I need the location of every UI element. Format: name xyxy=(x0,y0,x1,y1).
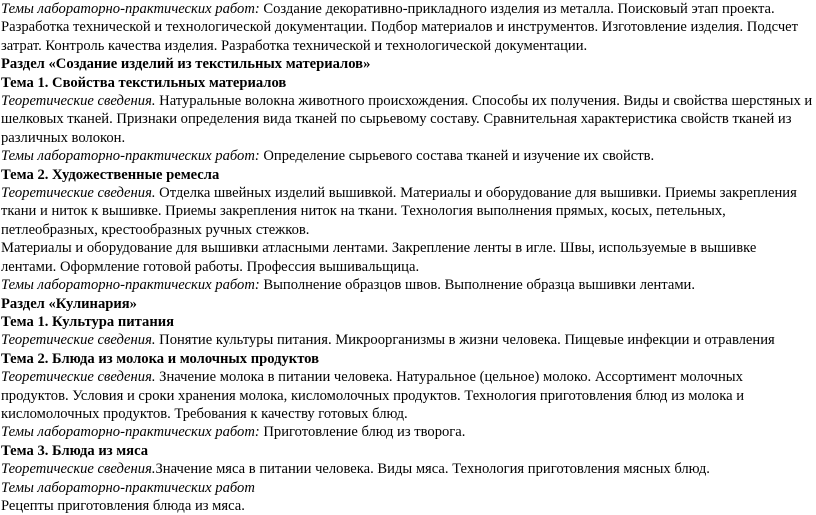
paragraph-text: Определение сырьевого состава тканей и изучение их свойств. xyxy=(259,148,655,165)
paragraph-text: Значение мяса в питании человека. Виды мяса. Технология приготовления мясных блюд. xyxy=(155,461,710,478)
paragraph-food-culture-theory xyxy=(1,331,813,349)
paragraph-label: Теоретические сведения. xyxy=(1,185,156,202)
paragraph-text: Отделка швейных изделий вышивкой. Материалы и оборудование для вышивки. Приемы закрепления ткани и ниток к вышивке. Приемы закрепления ниток на ткани. Технология выполнения прямых, косых, петельных, петлеобразных, крестообразных ручных стежков. xyxy=(1,185,797,238)
topic-heading-textile-properties: Тема 1. Свойства текстильных материалов xyxy=(1,74,287,91)
topic-heading-meat: Тема 3. Блюда из мяса xyxy=(1,442,149,459)
paragraph-text: Создание декоративно-прикладного изделия из металла. Поисковый этап проекта. Разработка технической и технологической документации. Подбор материалов и инструментов. Изготовление изделия. Подсчет затрат. Контроль качества изделия. Разработка технической и технологической документации. xyxy=(1,1,799,54)
paragraph-text: Натуральные волокна животного происхождения. Способы их получения. Виды и свойства шерстяных и шелковых тканей. Признаки определения вида тканей по сырьевому составу. Сравнительная характеристика свойств тканей из различных волокон. xyxy=(1,93,813,146)
paragraph-text: Приготовление блюд из творога. xyxy=(259,424,466,441)
paragraph-dairy-theory xyxy=(1,368,813,423)
section-heading-cooking: Раздел «Кулинария» xyxy=(1,295,137,312)
section-heading-textile: Раздел «Создание изделий из текстильных материалов» xyxy=(1,56,371,73)
paragraph-label: Теоретические сведения. xyxy=(1,369,156,386)
topic-heading-food-culture: Тема 1. Культура питания xyxy=(1,313,175,330)
paragraph-dairy-practice xyxy=(1,423,813,441)
paragraph-meat-recipes: Рецепты приготовления блюда из мяса. xyxy=(1,497,245,514)
paragraph-crafts-practice xyxy=(1,276,813,294)
paragraph-text: Выполнение образцов швов. Выполнение образца вышивки лентами. xyxy=(259,277,696,294)
paragraph-metal-works xyxy=(1,0,813,55)
paragraph-textile-practice xyxy=(1,147,813,165)
paragraph-label: Темы лабораторно-практических работ: xyxy=(1,1,260,17)
paragraph-meat-practice-label: Темы лабораторно-практических работ xyxy=(1,479,255,496)
paragraph-label: Теоретические сведения. xyxy=(1,93,156,110)
paragraph-label: Темы лабораторно-практических работ: xyxy=(1,277,260,294)
paragraph-crafts-theory xyxy=(1,184,813,239)
paragraph-meat-theory xyxy=(1,460,813,478)
paragraph-label: Темы лабораторно-практических работ: xyxy=(1,424,260,441)
paragraph-ribbon-embroidery: Материалы и оборудование для вышивки атласными лентами. Закрепление ленты в игле. Швы, используемые в вышивке лентами. Оформление готовой работы. Профессия вышивальщица. xyxy=(1,240,757,275)
paragraph-label: Темы лабораторно-практических работ: xyxy=(1,148,260,165)
topic-heading-dairy: Тема 2. Блюда из молока и молочных продуктов xyxy=(1,350,319,367)
topic-heading-crafts: Тема 2. Художественные ремесла xyxy=(1,166,220,183)
paragraph-label: Теоретические сведения. xyxy=(1,461,156,478)
paragraph-text: Понятие культуры питания. Микроорганизмы в жизни человека. Пищевые инфекции и отравления xyxy=(155,332,775,349)
paragraph-label: Теоретические сведения. xyxy=(1,332,156,349)
paragraph-text: Значение молока в питании человека. Натуральное (цельное) молоко. Ассортимент молочных продуктов. Условия и сроки хранения молока, кисломолочных продуктов. Технология приготовления блюд из молока и кисломолочных продуктов. Требования к качеству готовых блюд. xyxy=(1,369,745,422)
paragraph-textile-theory xyxy=(1,92,813,147)
